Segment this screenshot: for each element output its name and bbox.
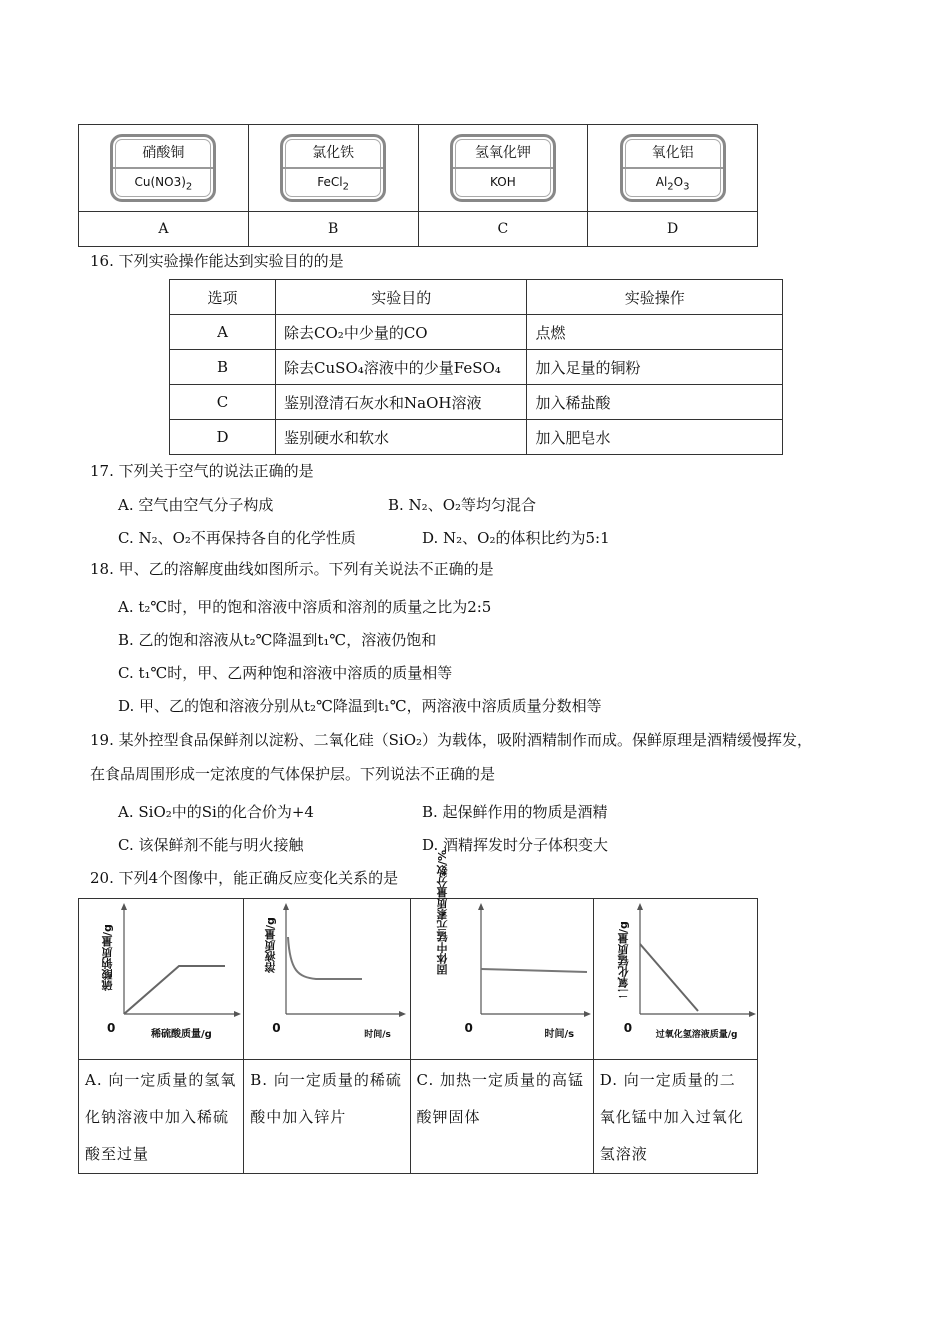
y-axis-label: 二氧化锰质量/g (616, 921, 630, 999)
table-row (170, 350, 783, 385)
reagent-label (450, 134, 556, 202)
graph-cell-b (244, 899, 410, 1060)
q16-table (169, 279, 783, 455)
label-cell-b (248, 125, 418, 212)
origin-label: 0 (107, 1021, 116, 1035)
reagent-name: 硝酸铜 (113, 137, 213, 169)
reagent-label (280, 134, 386, 202)
y-axis-label-text: 固体中锰元素质量分数/% (435, 849, 449, 975)
y-axis-label (435, 849, 451, 975)
table-header: 选项 (170, 280, 276, 315)
option-c-description: C. 加热一定质量的高锰酸钾固体 (410, 1060, 593, 1174)
table-cell: B (170, 350, 276, 385)
table-header: 实验目的 (276, 280, 527, 315)
table-cell: 加入稀盐酸 (527, 385, 783, 420)
option-b: B. 乙的饱和溶液从t₂℃降温到t₁℃，溶液仍饱和 (118, 631, 437, 649)
label-cell-c (418, 125, 588, 212)
option-d: D. 酒精挥发时分子体积变大 (422, 836, 609, 854)
table-cell: D (170, 420, 276, 455)
y-axis-label: 硫酸钠质量/g (101, 924, 114, 991)
option-c: C. t₁℃时，甲、乙两种饱和溶液中溶质的质量相等 (118, 664, 453, 682)
reagent-label (110, 134, 216, 202)
table-cell: A (170, 315, 276, 350)
origin-label: 0 (272, 1021, 281, 1035)
y-axis-label: 溶液质量/g (264, 917, 278, 973)
option-letter: B (248, 212, 418, 247)
table-cell: 除去CO₂中少量的CO (276, 315, 527, 350)
option-c: C. 该保鲜剂不能与明火接触 (118, 836, 304, 854)
table-header: 实验操作 (527, 280, 783, 315)
graph-cell-a (79, 899, 244, 1060)
option-b: B. N₂、O₂等均匀混合 (388, 496, 537, 514)
reagent-label (620, 134, 726, 202)
option-letter: A (79, 212, 249, 247)
graph-d (594, 899, 757, 1059)
reagent-formula: FeCl$_2$ (317, 175, 349, 193)
graph-a (79, 899, 243, 1059)
reagent-formula: $Cu(NO3)_2$ (134, 175, 193, 193)
graph-cell-c (410, 849, 593, 1060)
origin-label: 0 (464, 1021, 473, 1035)
question-18-stem: 18. 甲、乙的溶解度曲线如图所示。下列有关说法不正确的是 (90, 560, 494, 578)
x-axis-label: 时间/s (364, 1030, 391, 1040)
x-axis-label: 时间/s (544, 1029, 575, 1040)
origin-label: 0 (623, 1021, 633, 1035)
question-17-stem: 17. 下列关于空气的说法正确的是 (90, 462, 314, 480)
graph-b (244, 899, 409, 1059)
table-cell: 点燃 (527, 315, 783, 350)
option-a-description: A. 向一定质量的氢氧化钠溶液中加入稀硫酸至过量 (79, 1060, 244, 1174)
option-d: D. 甲、乙的饱和溶液分别从t₂℃降温到t₁℃，两溶液中溶质质量分数相等 (118, 697, 602, 715)
table-cell: 加入肥皂水 (527, 420, 783, 455)
reagent-formula: KOH (490, 175, 516, 189)
option-d-description: D. 向一定质量的二氧化锰中加入过氧化氢溶液 (593, 1060, 757, 1174)
label-cell-d (588, 125, 758, 212)
reagent-formula: $Al_2O_3$ (655, 175, 690, 193)
graph-cell-d (593, 899, 757, 1060)
reagent-name: 氯化铁 (283, 137, 383, 169)
graph-c (411, 849, 593, 1059)
table-row (170, 420, 783, 455)
table-row (170, 385, 783, 420)
option-b-description: B. 向一定质量的稀硫酸中加入锌片 (244, 1060, 410, 1174)
x-axis-label: 稀硫酸质量/g (151, 1029, 212, 1040)
table-row (170, 315, 783, 350)
option-d: D. N₂、O₂的体积比约为5:1 (422, 529, 610, 547)
table-cell: 加入足量的铜粉 (527, 350, 783, 385)
x-axis-label: 过氧化氢溶液质量/g (655, 1030, 738, 1040)
option-letter: C (418, 212, 588, 247)
label-cell-a (79, 125, 249, 212)
question-20-stem: 20. 下列4个图像中，能正确反应变化关系的是 (90, 869, 399, 887)
option-letter: D (588, 212, 758, 247)
table-cell: C (170, 385, 276, 420)
question-19-stem-line2: 在食品周围形成一定浓度的气体保护层。下列说法不正确的是 (90, 765, 496, 783)
option-a: A. 空气由空气分子构成 (118, 496, 274, 514)
reagent-name: 氧化铝 (623, 137, 723, 169)
option-b: B. 起保鲜作用的物质是酒精 (422, 803, 608, 821)
option-a: A. t₂℃时，甲的饱和溶液中溶质和溶剂的质量之比为2:5 (118, 598, 492, 616)
option-a: A. SiO₂中的Si的化合价为+4 (118, 803, 314, 821)
question-19-stem-line1: 19. 某外控型食品保鲜剂以淀粉、二氧化硅（SiO₂）为载体，吸附酒精制作而成。保鲜原理是酒精缓慢挥发， (90, 731, 813, 749)
table-cell: 鉴别澄清石灰水和NaOH溶液 (276, 385, 527, 420)
reagent-label-table (78, 124, 758, 247)
reagent-name: 氢氧化钾 (453, 137, 553, 169)
question-16-stem: 16. 下列实验操作能达到实验目的的是 (90, 252, 344, 270)
table-cell: 鉴别硬水和软水 (276, 420, 527, 455)
option-c: C. N₂、O₂不再保持各自的化学性质 (118, 529, 356, 547)
table-cell: 除去CuSO₄溶液中的少量FeSO₄ (276, 350, 527, 385)
